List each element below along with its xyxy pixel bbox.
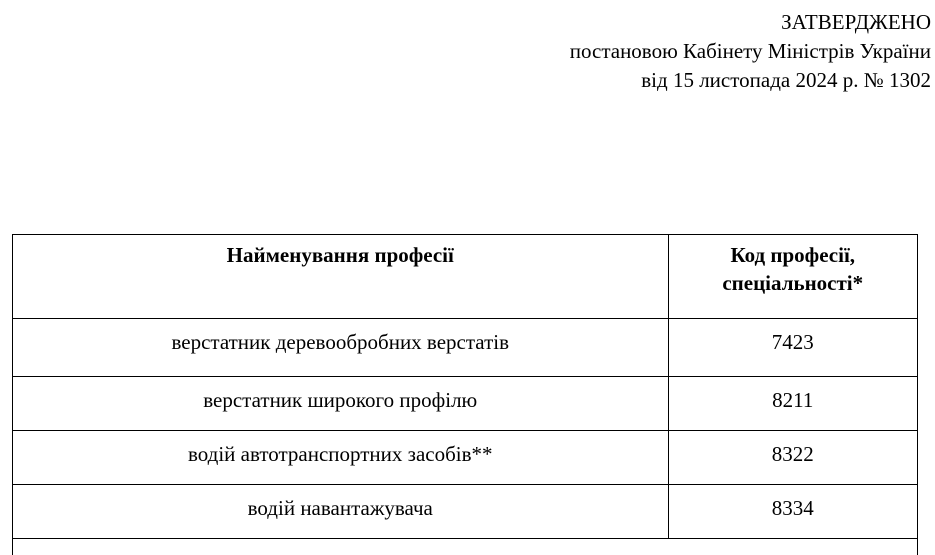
column-header-profession-code <box>668 235 917 318</box>
profession-code-cell: 8322 <box>668 430 917 484</box>
column-header-profession-code-text: Код професії, спеціальності* <box>722 243 864 295</box>
approval-resolution: постановою Кабінету Міністрів України <box>569 39 931 63</box>
profession-name-cell: верстатник широкого профілю <box>13 376 668 430</box>
table-header-row <box>13 235 917 318</box>
table-row <box>13 376 917 430</box>
profession-code-cell: 8334 <box>668 484 917 538</box>
column-header-profession-name: Найменування професії <box>13 235 668 318</box>
table-row <box>13 430 917 484</box>
approval-date-number: від 15 листопада 2024 р. № 1302 <box>641 68 931 92</box>
table-row <box>13 484 917 538</box>
profession-name-cell: верстатник деревообробних верстатів <box>13 318 668 376</box>
professions-table-container <box>12 234 918 555</box>
profession-code-cell: 8211 <box>668 376 917 430</box>
profession-name-cell: водій навантажувача <box>13 484 668 538</box>
profession-name-cell: водій автотранспортних засобів** <box>13 430 668 484</box>
professions-table <box>13 235 917 539</box>
table-row <box>13 318 917 376</box>
profession-code-cell: 7423 <box>668 318 917 376</box>
approval-title: ЗАТВЕРДЖЕНО <box>781 10 931 34</box>
approval-block <box>570 8 931 95</box>
